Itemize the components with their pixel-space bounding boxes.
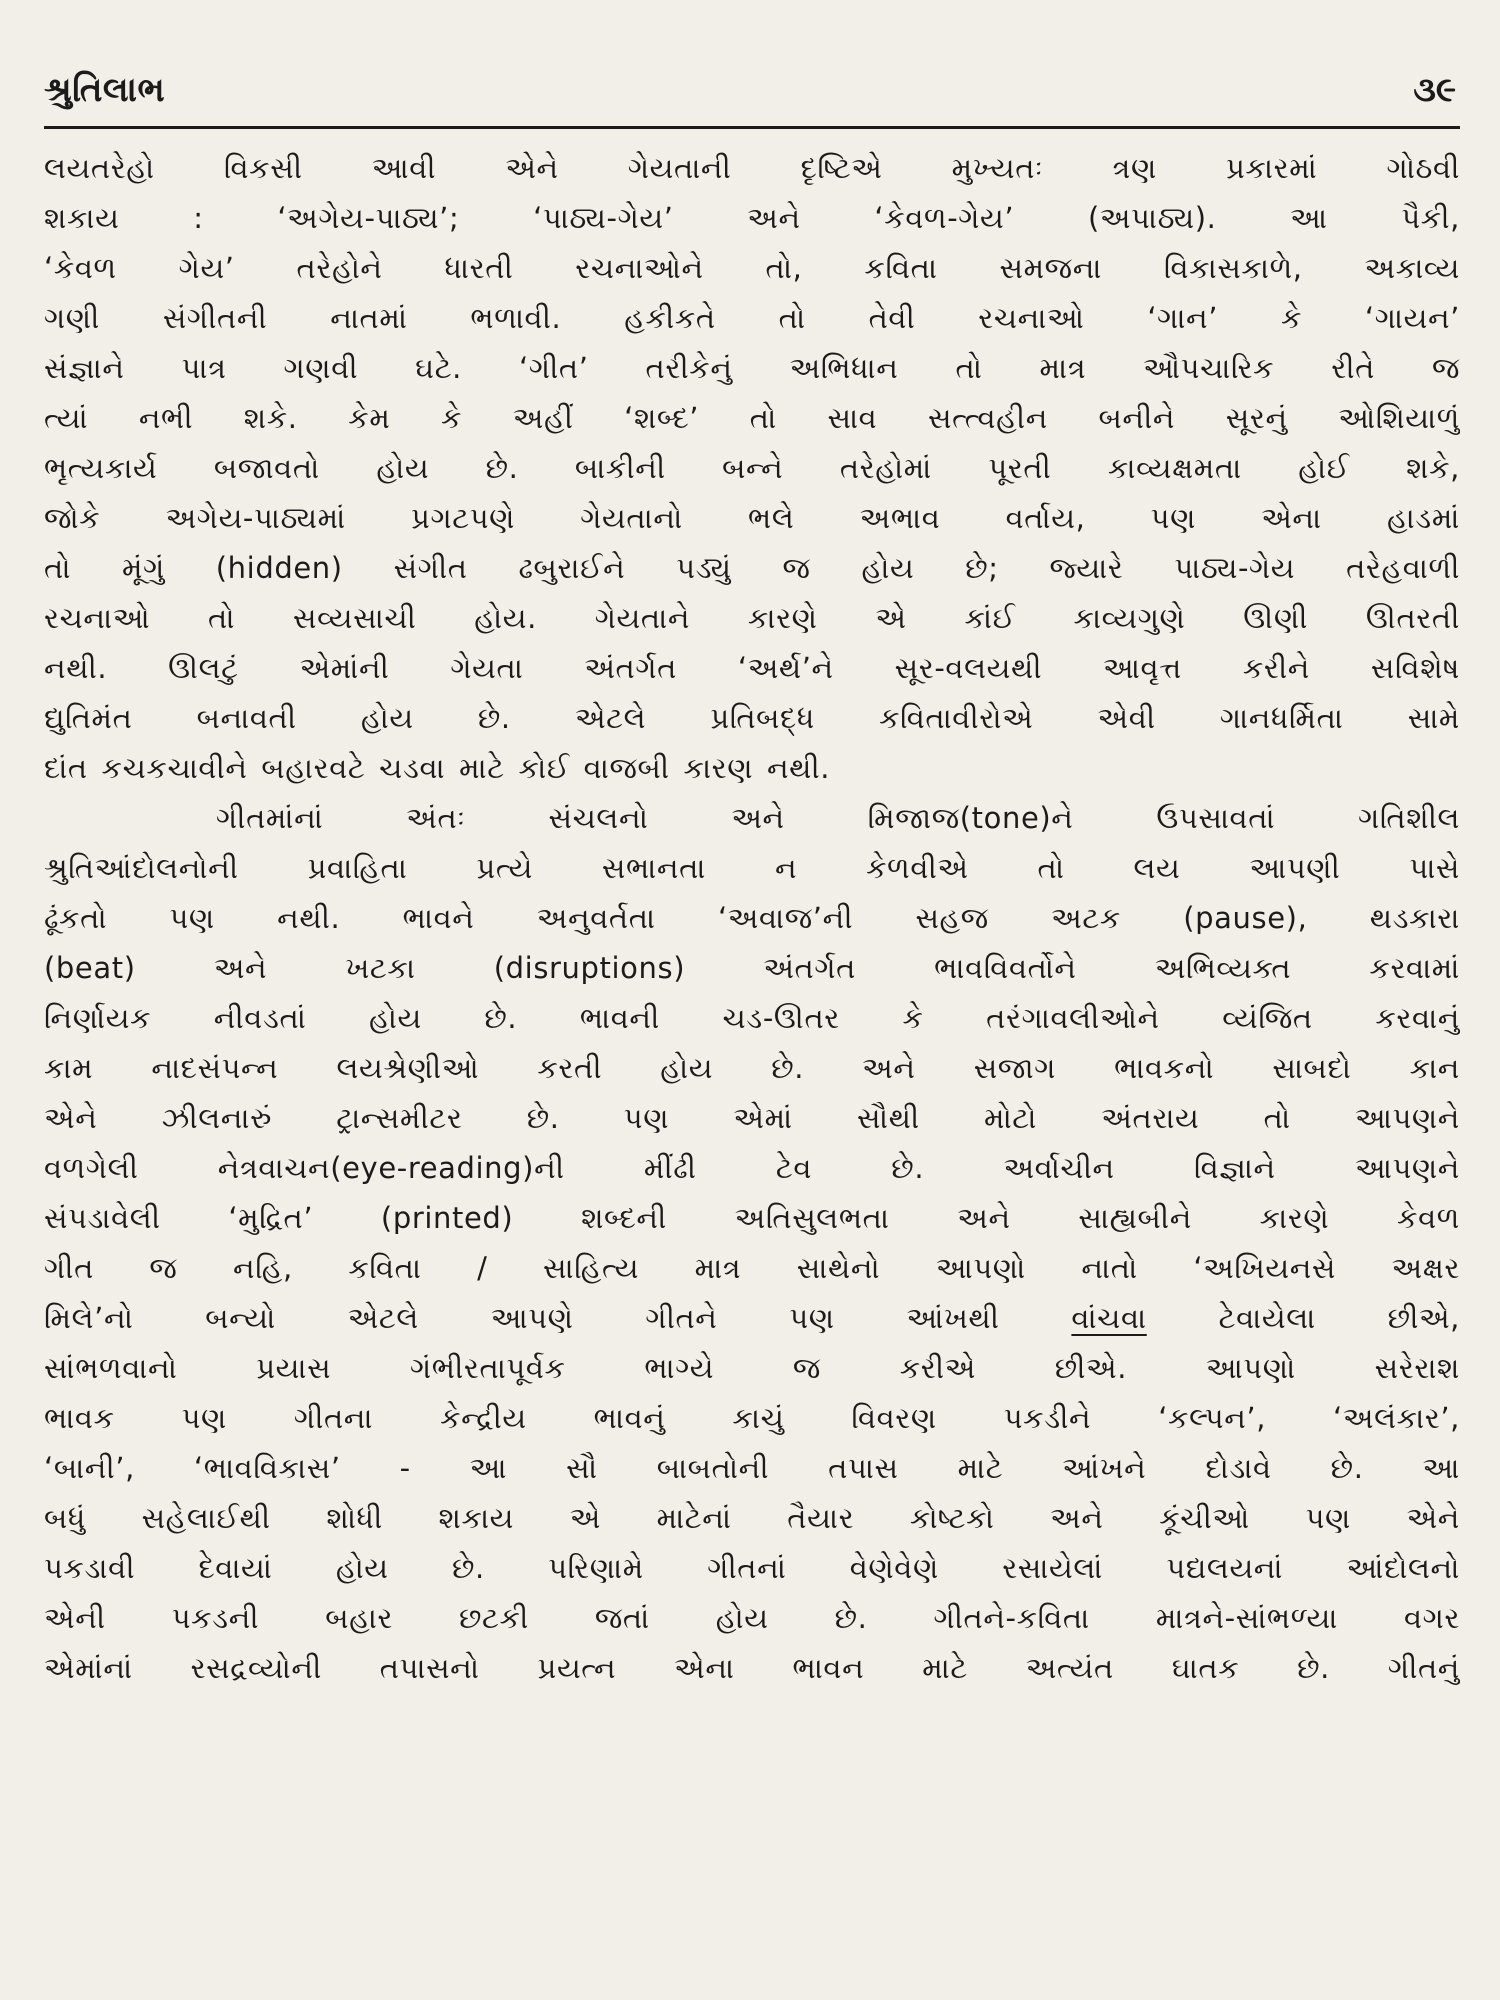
text-line: સાંભળવાનો પ્રયાસ ગંભીરતાપૂર્વક ભાગ્યે જ કરીએ છીએ. આપણો સરેરાશ — [44, 1351, 1460, 1385]
text-line: એને ઝીલનારું ટ્રાન્સમીટર છે. પણ એમાં સૌથી મોટો અંતરાય તો આપણને — [44, 1101, 1460, 1135]
header-rule — [44, 126, 1460, 129]
text-line: ભાવક પણ ગીતના કેન્દ્રીય ભાવનું કાચું વિવરણ પકડીને ‘કલ્પન’, ‘અલંકાર’, — [44, 1401, 1460, 1435]
text-line: (beat) અને ખટકા (disruptions) અંતર્ગત ભાવવિવર્તોને અભિવ્યક્ત કરવામાં — [44, 951, 1460, 985]
text-line: શ્રુતિઆંદોલનોની પ્રવાહિતા પ્રત્યે સભાનતા ન કેળવીએ તો લય આપણી પાસે — [44, 851, 1460, 885]
text-line: ગણી સંગીતની નાતમાં ભળાવી. હકીકતે તો તેવી રચનાઓ ‘ગાન’ કે ‘ગાયન’ — [44, 301, 1460, 335]
text-line: ગીત જ નહિ, કવિતા / સાહિત્ય માત્ર સાથેનો આપણો નાતો ‘અખિયનસે અક્ષર — [44, 1251, 1460, 1285]
text-line: કામ નાદસંપન્ન લયશ્રેણીઓ કરતી હોય છે. અને સજાગ ભાવકનો સાબદો કાન — [44, 1051, 1460, 1085]
text-line: ‘બાની’, ‘ભાવવિકાસ’ - આ સૌ બાબતોની તપાસ માટે આંખને દોડાવે છે. આ — [44, 1451, 1460, 1485]
text-line: ‘કેવળ ગેય’ તરેહોને ધારતી રચનાઓને તો, કવિતા સમજના વિકાસકાળે, અકાવ્ય — [44, 251, 1460, 285]
text-line: બધું સહેલાઈથી શોધી શકાય એ માટેનાં તૈયાર કોષ્ટકો અને કૂંચીઓ પણ એને — [44, 1501, 1460, 1535]
text-line: દ્યુતિમંત બનાવતી હોય છે. એટલે પ્રતિબદ્ધ કવિતાવીરોએ એવી ગાનધર્મિતા સામે — [44, 701, 1460, 735]
page-header — [44, 46, 1460, 110]
text-line: તો મૂંગું (hidden) સંગીત ઢબુરાઈને પડ્યું જ હોય છે; જ્યારે પાઠ્ય-ગેય તરેહવાળી — [44, 551, 1460, 585]
text-line: સંપડાવેલી ‘મુદ્રિત’ (printed) શબ્દની અતિસુલભતા અને સાહ્યબીને કારણે કેવળ — [44, 1201, 1460, 1235]
text-line: ત્યાં નભી શકે. કેમ કે અહીં ‘શબ્દ’ તો સાવ સત્ત્વહીન બનીને સૂરનું ઓશિયાળું — [44, 401, 1460, 435]
paragraph-end-line: દાંત કચકચાવીને બહારવટે ચડવા માટે કોઈ વાજબી કારણ નથી. — [44, 751, 831, 785]
paragraph-start-line: ગીતમાંનાં અંતઃ સંચલનો અને મિજાજ(tone)ને ઉપસાવતાં ગતિશીલ — [216, 801, 1460, 835]
text-line: નથી. ઊલટું એમાંની ગેયતા અંતર્ગત ‘અર્થ’ને સૂર-વલયથી આવૃત્ત કરીને સવિશેષ — [44, 651, 1460, 685]
body-text — [44, 143, 1460, 1693]
text-line: નિર્ણાયક નીવડતાં હોય છે. ભાવની ચડ-ઊતર કે તરંગાવલીઓને વ્યંજિત કરવાનું — [44, 1001, 1460, 1035]
text-line: શકાય : ‘અગેય-પાઠ્ય’; ‘પાઠ્ય-ગેય’ અને ‘કેવળ-ગેય’ (અપાઠ્ય). આ પૈકી, — [44, 201, 1460, 235]
underlined-word: વાંચવા — [1071, 1301, 1147, 1335]
line-end-segment: ટેવાયેલા છીએ, — [1218, 1301, 1460, 1335]
text-line: રચનાઓ તો સવ્યસાચી હોય. ગેયતાને કારણે એ કાંઈ કાવ્યગુણે ઊણી ઊતરતી — [44, 601, 1460, 635]
text-line: વળગેલી નેત્રવાચન(eye-reading)ની મીંઢી ટેવ છે. અર્વાચીન વિજ્ઞાને આપણને — [44, 1151, 1460, 1185]
text-line-with-underline — [44, 1293, 1460, 1343]
page-number: ૩૯ — [1413, 70, 1456, 110]
text-line: એમાંનાં રસદ્રવ્યોની તપાસનો પ્રયત્ન એના ભાવન માટે અત્યંત ઘાતક છે. ગીતનું — [44, 1651, 1460, 1685]
text-line: લયતરેહો વિકસી આવી એને ગેયતાની દૃષ્ટિએ મુખ્યતઃ ત્રણ પ્રકારમાં ગોઠવી — [44, 151, 1460, 185]
text-line: ઢૂંકતો પણ નથી. ભાવને અનુવર્તતા ‘અવાજ’ની સહજ અટક (pause), થડકારા — [44, 901, 1460, 935]
text-line: પકડાવી દેવાયાં હોય છે. પરિણામે ગીતનાં વેણેવેણે રસાયેલાં પદ્યલયનાં આંદોલનો — [44, 1551, 1460, 1585]
text-line: ભૃત્યકાર્ય બજાવતો હોય છે. બાકીની બન્ને તરેહોમાં પૂરતી કાવ્યક્ષમતા હોઈ શકે, — [44, 451, 1460, 485]
text-line: સંજ્ઞાને પાત્ર ગણવી ઘટે. ‘ગીત’ તરીકેનું અભિધાન તો માત્ર ઔપચારિક રીતે જ — [44, 351, 1460, 385]
text-line: એની પકડની બહાર છટકી જતાં હોય છે. ગીતને-કવિતા માત્રને-સાંભળ્યા વગર — [44, 1601, 1460, 1635]
text-line: જોકે અગેય-પાઠ્યમાં પ્રગટપણે ગેયતાનો ભલે અભાવ વર્તાય, પણ એના હાડમાં — [44, 501, 1460, 535]
running-title: શ્રુતિલાભ — [44, 70, 166, 110]
line-start-segment: મિલે’નો બન્યો એટલે આપણે ગીતને પણ આંખથી — [44, 1301, 1000, 1335]
